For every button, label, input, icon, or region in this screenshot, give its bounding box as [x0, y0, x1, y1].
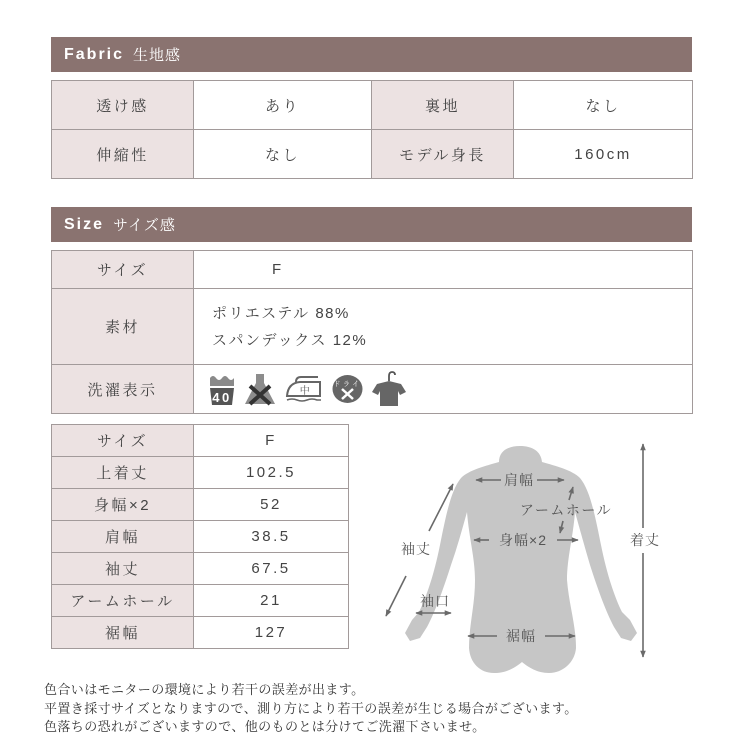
iron-medium-icon	[284, 374, 324, 404]
measurement-label: 肩幅	[52, 521, 194, 553]
sleeve-length-arrow	[386, 576, 406, 616]
no-dry-clean-icon	[331, 374, 364, 404]
wash-tub-40-icon	[208, 371, 236, 407]
note-line: 色落ちの恐れがございますので、他のものとは分けてご洗濯下さいませ。	[44, 719, 486, 734]
material-line: ポリエステル 88%	[212, 304, 350, 322]
measurement-value: 67.5	[194, 553, 349, 585]
size-row	[52, 251, 693, 289]
material-label: 素材	[52, 289, 194, 365]
shoulder-width-label: 肩幅	[504, 472, 534, 488]
model-height-label: モデル身長	[372, 130, 514, 179]
table-row	[52, 521, 349, 553]
material-line: スパンデックス 12%	[212, 331, 368, 349]
no-bleach-icon	[243, 372, 277, 406]
table-row	[52, 585, 349, 617]
lining-label: 裏地	[372, 81, 514, 130]
measurement-label: 裾幅	[52, 617, 194, 649]
stretch-value: なし	[194, 130, 372, 179]
size-value: F	[194, 251, 693, 289]
care-row	[52, 365, 693, 414]
measurement-label: 身幅×2	[52, 489, 194, 521]
wash-tub-water	[210, 376, 234, 386]
note-line: 色合いはモニターの環境により若干の誤差が出ます。	[44, 682, 365, 697]
sleeve-length-label: 袖丈	[401, 541, 431, 557]
length-label: 着丈	[630, 532, 660, 548]
size-table	[51, 250, 693, 414]
table-row	[52, 617, 349, 649]
measurement-value: 38.5	[194, 521, 349, 553]
size-title-en: Size	[64, 215, 105, 233]
measurement-value: 52	[194, 489, 349, 521]
note-line: 平置き採寸サイズとなりますので、測り方により若干の誤差が生じる場合がございます。	[44, 700, 578, 716]
measurement-label: サイズ	[52, 425, 194, 457]
measurement-label: 袖丈	[52, 553, 194, 585]
measurement-value: F	[194, 425, 349, 457]
size-label: サイズ	[52, 251, 194, 289]
hanger-hook	[389, 372, 395, 381]
fabric-row	[52, 81, 693, 130]
dry-clean-circle	[333, 375, 363, 403]
garment-measurement-diagram	[370, 430, 680, 680]
fabric-title-ja: 生地感	[133, 47, 182, 64]
table-row	[52, 553, 349, 585]
cuff-label: 袖口	[420, 593, 450, 609]
lining-value: なし	[514, 81, 693, 130]
cloth-line	[287, 399, 321, 401]
measurement-value: 127	[194, 617, 349, 649]
iron-temperature-text: 中	[299, 386, 313, 397]
measurement-value: 21	[194, 585, 349, 617]
measurement-label: 上着丈	[52, 457, 194, 489]
fabric-row	[52, 130, 693, 179]
table-row	[52, 425, 349, 457]
measurement-label: アームホール	[52, 585, 194, 617]
fabric-table	[51, 80, 693, 179]
dry-clean-text: ドライ	[333, 381, 362, 388]
armhole-label: アームホール	[519, 502, 613, 518]
stretch-label: 伸縮性	[52, 130, 194, 179]
table-row	[52, 457, 349, 489]
material-row	[52, 289, 693, 365]
care-label: 洗濯表示	[52, 365, 194, 414]
wash-temperature-text: 40	[212, 390, 232, 405]
model-height-value: 160cm	[514, 130, 693, 179]
size-section-header	[51, 207, 692, 242]
material-value	[194, 289, 693, 365]
chest-width-label: 身幅×2	[499, 532, 547, 548]
fabric-section-header	[51, 37, 692, 72]
size-title-ja: サイズ感	[113, 217, 176, 234]
measurement-table	[51, 424, 349, 649]
care-icons-cell	[194, 365, 693, 414]
sheerness-value: あり	[194, 81, 372, 130]
sheerness-label: 透け感	[52, 81, 194, 130]
care-icons	[208, 370, 692, 408]
hem-width-label: 裾幅	[506, 628, 536, 644]
fabric-title-en: Fabric	[64, 45, 125, 63]
hang-dry-icon	[371, 370, 407, 408]
bleach-flask-shape	[245, 374, 275, 404]
notes	[44, 681, 578, 737]
shirt-shape	[372, 381, 406, 406]
table-row	[52, 489, 349, 521]
measurement-value: 102.5	[194, 457, 349, 489]
